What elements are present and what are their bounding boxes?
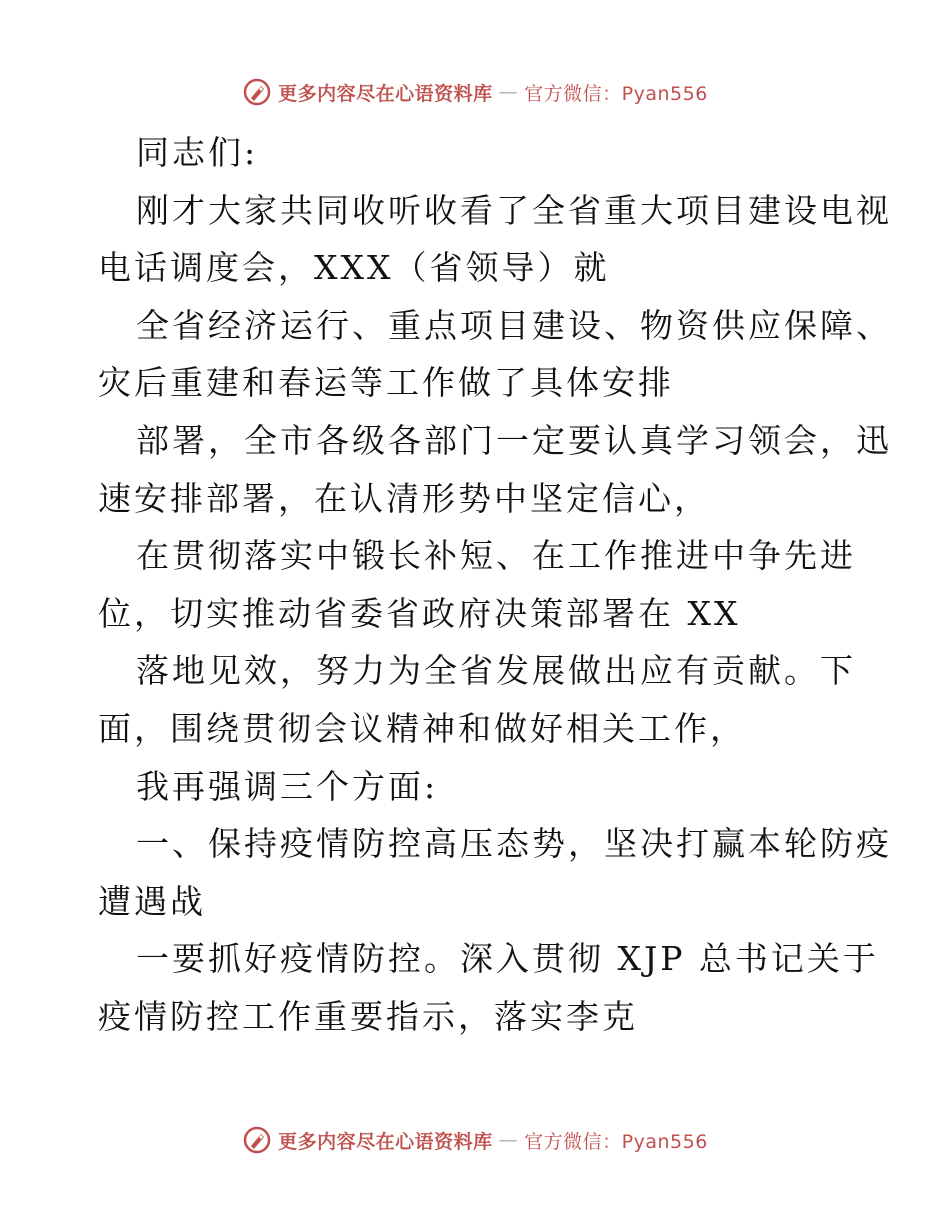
text-line: 灾后重建和春运等工作做了具体安排 bbox=[98, 363, 674, 403]
text-line: 在贯彻落实中锻长补短、在工作推进中争先进 bbox=[136, 536, 856, 576]
text-line: 我再强调三个方面: bbox=[136, 766, 439, 806]
text-line: 全省经济运行、重点项目建设、物资供应保障、 bbox=[136, 305, 892, 345]
header-watermark bbox=[0, 72, 950, 112]
watermark-separator: — bbox=[498, 1129, 519, 1151]
text-line: 疫情防控工作重要指示，落实李克 bbox=[98, 996, 638, 1036]
text-line: 速安排部署，在认清形势中坚定信心， bbox=[98, 478, 710, 518]
text-line: 一要抓好疫情防控。深入贯彻 XJP 总书记关于 bbox=[136, 939, 879, 979]
text-line: 位，切实推动省委省政府决策部署在 XX bbox=[98, 593, 741, 633]
watermark-wechat-text: 官方微信：Pyan556 bbox=[524, 1130, 708, 1153]
text-line: 电话调度会，XXX（省领导）就 bbox=[98, 248, 610, 288]
watermark-separator: — bbox=[498, 81, 519, 103]
text-line: 一、保持疫情防控高压态势，坚决打赢本轮防疫 bbox=[136, 824, 892, 864]
watermark-wechat-text: 官方微信：Pyan556 bbox=[524, 82, 708, 105]
pen-nib-icon bbox=[242, 77, 272, 107]
watermark-main-text: 更多内容尽在心语资料库 bbox=[278, 82, 493, 105]
text-line: 刚才大家共同收听收看了全省重大项目建设电视 bbox=[136, 190, 892, 230]
watermark-main-text: 更多内容尽在心语资料库 bbox=[278, 1130, 493, 1153]
text-line: 遭遇战 bbox=[98, 881, 206, 921]
pen-nib-icon bbox=[242, 1125, 272, 1155]
text-line: 部署，全市各级各部门一定要认真学习领会，迅 bbox=[136, 420, 892, 460]
text-line: 面，围绕贯彻会议精神和做好相关工作， bbox=[98, 708, 746, 748]
text-line: 同志们: bbox=[136, 133, 259, 172]
text-line: 落地见效，努力为全省发展做出应有贡献。下 bbox=[136, 651, 856, 691]
footer-watermark bbox=[0, 1120, 950, 1160]
document-body bbox=[98, 124, 892, 1046]
